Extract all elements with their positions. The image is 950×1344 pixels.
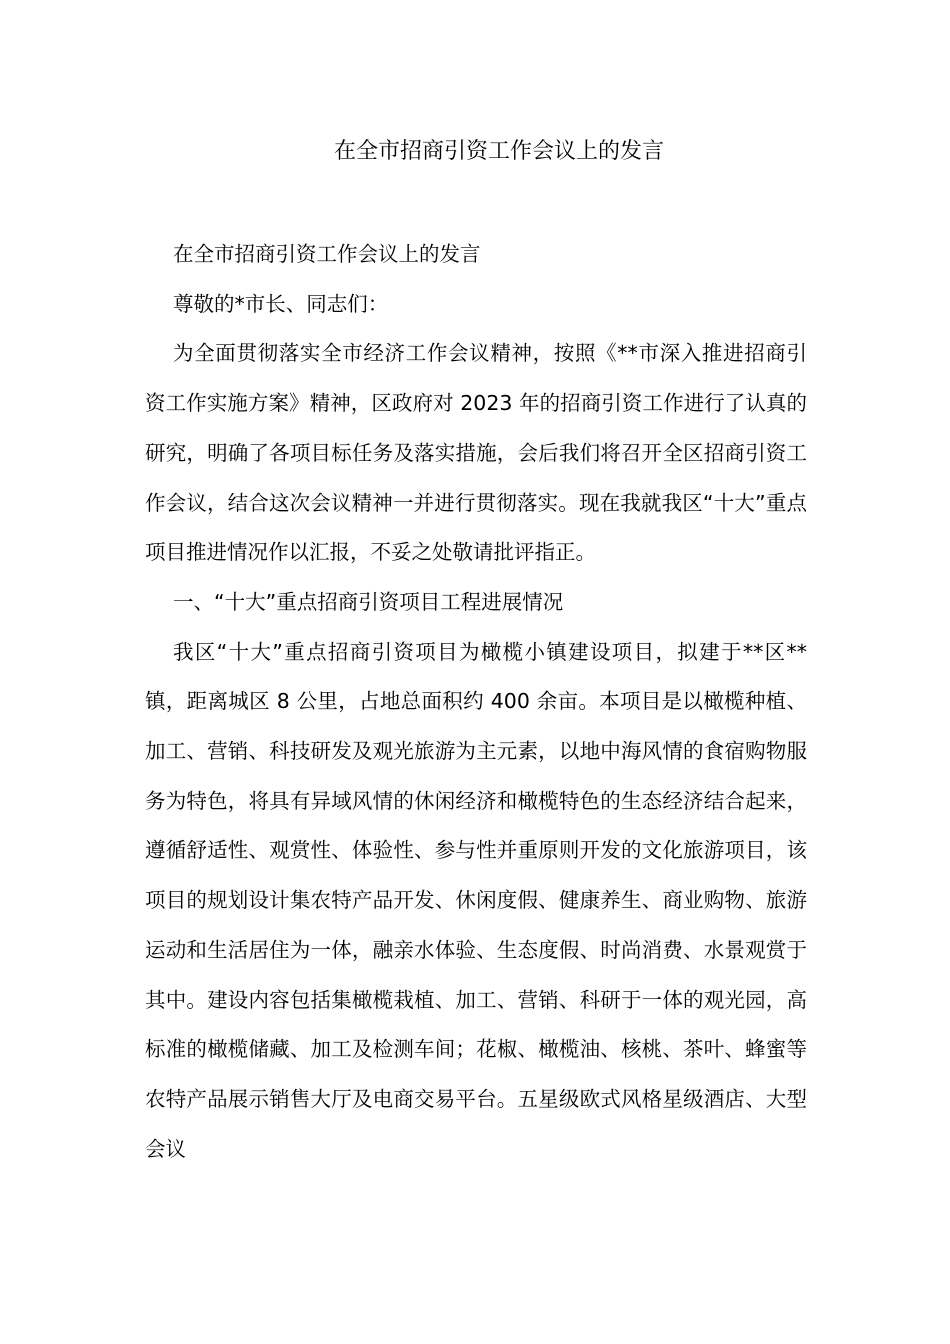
document-title: 在全市招商引资工作会议上的发言	[333, 139, 664, 164]
document-body	[145, 230, 807, 1174]
section-heading-paragraph: 一、“十大”重点招商引资项目工程进展情况	[173, 589, 564, 614]
project-paragraph: 我区“十大”重点招商引资项目为橄榄小镇建设项目，拟建于**区**镇，距离城区 8 公里，占地总面积约 400 余亩。本项目是以橄榄种植、加工、营销、科技研发及观光旅游为主元素，以地中海风情的食宿购物服务为特色，将具有异域风情的休闲经济和橄榄特色的生态经济结合起来，遵循舒适性、观赏性、体验性、参与性并重原则开发的文化旅游项目，该项目的规划设计集农特产品开发、休闲度假、健康养生、商业购物、旅游运动和生活居住为一体，融亲水体验、生态度假、时尚消费、水景观赏于其中。建设内容包括集橄榄栽植、加工、营销、科研于一体的观光园，高标准的橄榄储藏、加工及检测车间；花椒、橄榄油、核桃、茶叶、蜂蜜等农特产品展示销售大厅及电商交易平台。五星级欧式风格星级酒店、大型会议	[145, 639, 807, 1161]
heading-paragraph: 在全市招商引资工作会议上的发言	[173, 242, 481, 266]
salutation-paragraph: 尊敬的*市长、同志们：	[173, 291, 389, 316]
intro-paragraph: 为全面贯彻落实全市经济工作会议精神，按照《**市深入推进招商引资工作实施方案》精神，区政府对 2023 年的招商引资工作进行了认真的研究，明确了各项目标任务及落实措施，会后我们将召开全区招商引资工作会议，结合这次会议精神一并进行贯彻落实。现在我就我区“十大”重点项目推进情况作以汇报，不妥之处敬请批评指正。	[145, 341, 807, 565]
